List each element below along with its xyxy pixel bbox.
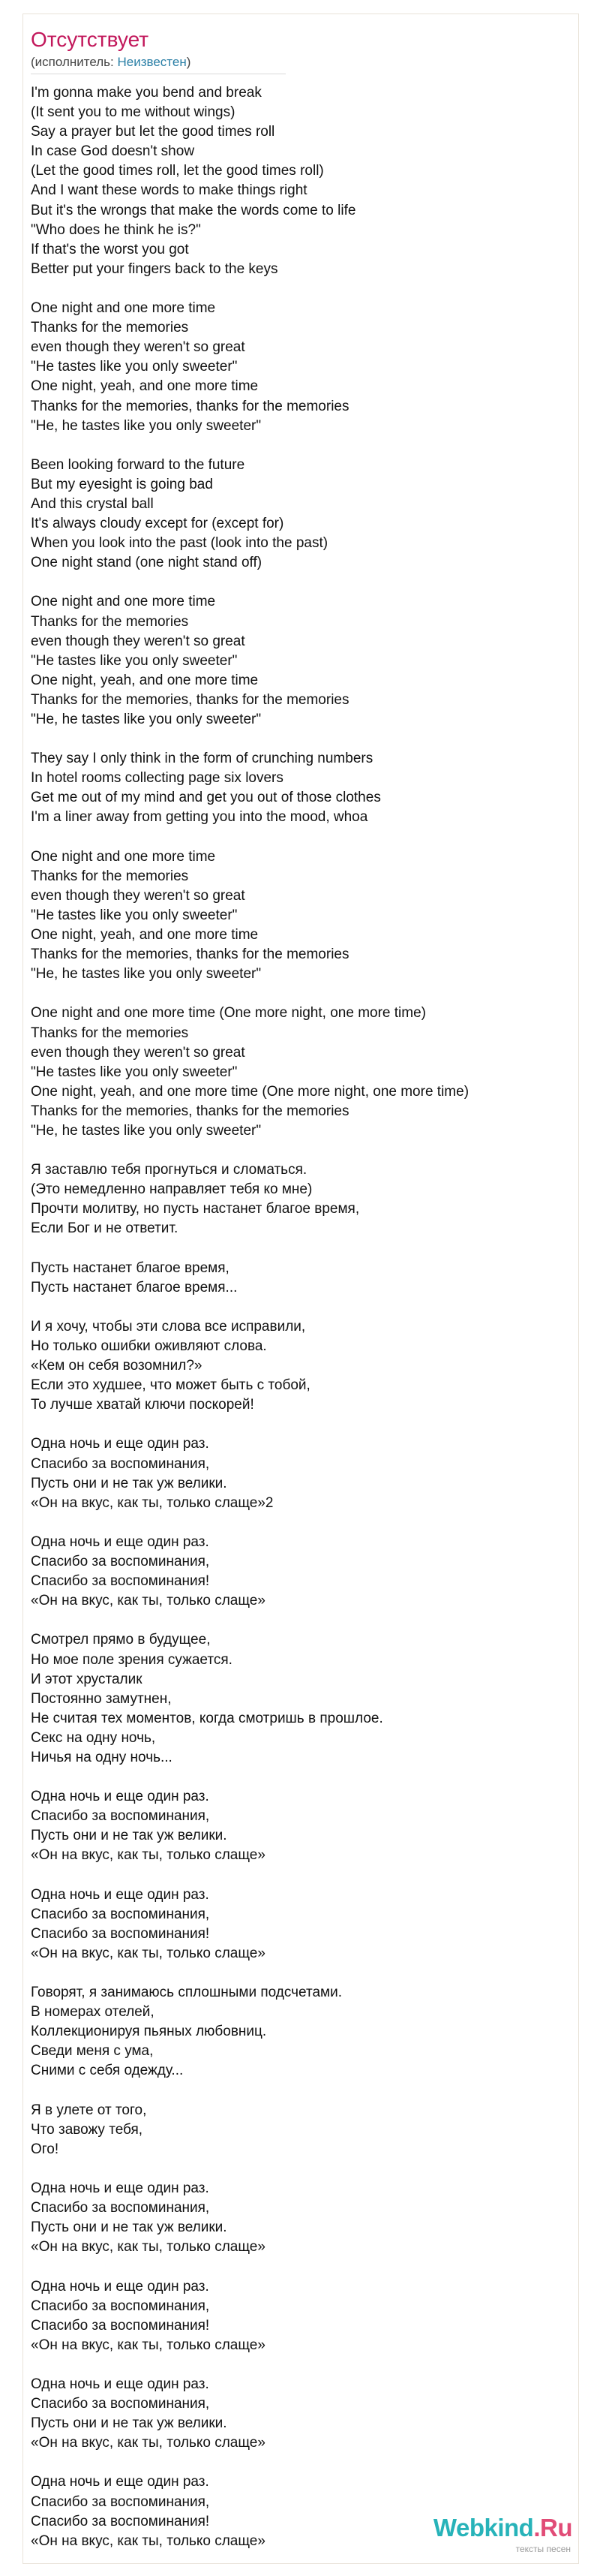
lyrics-stanza xyxy=(31,1004,571,1141)
lyric-line: Одна ночь и еще один раз. xyxy=(31,1436,209,1452)
lyric-line: They say I only think in the form of crunching numbers xyxy=(31,751,374,767)
lyric-line: Thanks for the memories xyxy=(31,320,189,336)
lyric-line: If that's the worst you got xyxy=(31,241,189,257)
artist-suffix: ) xyxy=(186,55,191,69)
lyric-line: But my eyesight is going bad xyxy=(31,476,213,492)
lyric-line: even though they weren't so great xyxy=(31,339,245,356)
lyrics-stanza xyxy=(31,456,571,573)
lyric-line: Спасибо за воспоминания! xyxy=(31,1925,210,1942)
lyrics-stanza xyxy=(31,1885,571,1964)
lyrics-stanza xyxy=(31,592,571,730)
lyrics-stanza xyxy=(31,1787,571,1865)
lyric-line: Say a prayer but let the good times roll xyxy=(31,124,275,140)
artist-line xyxy=(31,55,190,70)
lyric-line: One night, yeah, and one more time xyxy=(31,672,259,688)
lyric-line: Ничья на одну ночь... xyxy=(31,1749,172,1765)
lyric-line: Одна ночь и еще один раз. xyxy=(31,2474,209,2490)
lyrics-stanza xyxy=(31,2375,571,2453)
lyric-line: Я заставлю тебя прогнуться и сломаться. xyxy=(31,1162,308,1178)
lyric-line: Спасибо за воспоминания, xyxy=(31,2200,210,2216)
lyric-line: Пусть они и не так уж велики. xyxy=(31,2219,227,2236)
lyric-line: Смотрел прямо в будущее, xyxy=(31,1632,211,1648)
lyric-line: In hotel rooms collecting page six lovers xyxy=(31,770,284,787)
lyric-line: (It sent you to me without wings) xyxy=(31,104,236,121)
site-logo[interactable] xyxy=(415,2514,595,2566)
lyric-line: I'm gonna make you bend and break xyxy=(31,85,262,101)
lyrics-stanza xyxy=(31,2101,571,2159)
lyric-line: Thanks for the memories xyxy=(31,613,189,630)
lyric-line: Спасибо за воспоминания, xyxy=(31,2396,210,2412)
lyric-line: And I want these words to make things right xyxy=(31,182,308,199)
lyrics-page xyxy=(22,14,579,2564)
lyric-line: Сведи меня с ума, xyxy=(31,2043,154,2060)
lyrics-stanza xyxy=(31,1160,571,1238)
logo-tagline: тексты песен xyxy=(515,2544,571,2554)
lyric-line: And this crystal ball xyxy=(31,495,154,512)
lyrics-stanza xyxy=(31,1630,571,1768)
lyric-line: Одна ночь и еще один раз. xyxy=(31,2180,209,2197)
artist-link[interactable]: Неизвестен xyxy=(117,55,187,69)
lyric-line: Одна ночь и еще один раз. xyxy=(31,2278,209,2295)
lyrics-stanza xyxy=(31,299,571,436)
lyric-line: Get me out of my mind and get you out of those clothes xyxy=(31,790,381,806)
lyrics-stanza xyxy=(31,1533,571,1611)
lyric-line: "He tastes like you only sweeter" xyxy=(31,652,238,669)
lyric-line: even though they weren't so great xyxy=(31,887,245,904)
lyric-line: Better put your fingers back to the keys xyxy=(31,260,278,277)
lyric-line: Thanks for the memories xyxy=(31,868,189,884)
artist-prefix: (исполнитель: xyxy=(31,55,118,69)
lyrics-stanza xyxy=(31,1317,571,1415)
lyric-line: Спасибо за воспоминания, xyxy=(31,1554,210,1570)
logo-brand: Webkind xyxy=(433,2514,534,2541)
lyric-line: Спасибо за воспоминания, xyxy=(31,1906,210,1922)
lyric-line: И я хочу, чтобы эти слова все исправили, xyxy=(31,1318,306,1335)
lyric-line: When you look into the past (look into the past) xyxy=(31,535,328,552)
lyric-line: Спасибо за воспоминания! xyxy=(31,2317,210,2334)
lyric-line: Если Бог и не ответит. xyxy=(31,1220,178,1237)
lyric-line: Thanks for the memories, thanks for the memories xyxy=(31,946,350,963)
lyric-line: "He, he tastes like you only sweeter" xyxy=(31,1122,262,1139)
lyric-line: Одна ночь и еще один раз. xyxy=(31,1533,209,1550)
lyric-line: «Он на вкус, как ты, только слаще» xyxy=(31,1945,266,1961)
lyric-line: Если это худшее, что может быть с тобой, xyxy=(31,1377,310,1394)
lyric-line: Пусть они и не так уж велики. xyxy=(31,1828,227,1844)
lyric-line: Спасибо за воспоминания, xyxy=(31,2298,210,2314)
lyric-line: "He tastes like you only sweeter" xyxy=(31,1064,238,1080)
lyric-line: Что завожу тебя, xyxy=(31,2121,143,2138)
lyric-line: "He, he tastes like you only sweeter" xyxy=(31,712,262,727)
lyric-line: One night, yeah, and one more time xyxy=(31,378,259,395)
lyric-line: «Он на вкус, как ты, только слаще» xyxy=(31,2532,266,2549)
lyric-line: Коллекционируя пьяных любовниц. xyxy=(31,2024,267,2040)
lyrics-stanza xyxy=(31,2277,571,2355)
lyric-line: "He, he tastes like you only sweeter" xyxy=(31,966,262,983)
lyric-line: «Он на вкус, как ты, только слаще» xyxy=(31,2239,266,2256)
lyrics-stanza xyxy=(31,83,571,279)
lyric-line: Thanks for the memories, thanks for the memories xyxy=(31,398,350,414)
lyric-line: "He tastes like you only sweeter" xyxy=(31,907,238,923)
lyrics-stanza xyxy=(31,2179,571,2257)
lyric-line: "He tastes like you only sweeter" xyxy=(31,359,238,375)
lyric-line: «Кем он себя возомнил?» xyxy=(31,1358,202,1374)
lyric-line: Пусть настанет благое время... xyxy=(31,1279,238,1296)
lyric-line: Спасибо за воспоминания, xyxy=(31,1808,210,1825)
lyric-line: То лучше хватай ключи поскорей! xyxy=(31,1397,254,1413)
lyric-line: Не считая тех моментов, когда смотришь в прошлое. xyxy=(31,1710,383,1726)
lyrics-stanza xyxy=(31,1434,571,1512)
lyric-line: Одна ночь и еще один раз. xyxy=(31,1886,209,1903)
lyric-line: Постоянно замутнен, xyxy=(31,1690,172,1707)
lyric-line: (Let the good times roll, let the good times roll) xyxy=(31,163,324,179)
lyric-line: One night and one more time xyxy=(31,848,216,865)
lyric-line: Сними с себя одежду... xyxy=(31,2063,184,2079)
lyrics-body xyxy=(31,83,571,2571)
lyric-line: Одна ночь и еще один раз. xyxy=(31,1789,209,1805)
lyric-line: «Он на вкус, как ты, только слаще»2 xyxy=(31,1494,274,1511)
logo-tld: .Ru xyxy=(533,2514,572,2541)
lyric-line: Спасибо за воспоминания, xyxy=(31,2493,210,2510)
lyric-line: Секс на одну ночь, xyxy=(31,1729,156,1746)
lyric-line: In case God doesn't show xyxy=(31,143,195,160)
lyrics-stanza xyxy=(31,1983,571,2081)
lyric-line: "Who does he think he is?" xyxy=(31,221,201,238)
lyrics-stanza xyxy=(31,1259,571,1298)
lyric-line: But it's the wrongs that make the words come to life xyxy=(31,202,356,218)
lyric-line: Спасибо за воспоминания! xyxy=(31,1573,210,1590)
lyric-line: One night and one more time (One more night, one more time) xyxy=(31,1005,426,1022)
lyric-line: "He, he tastes like you only sweeter" xyxy=(31,417,262,434)
lyric-line: One night, yeah, and one more time xyxy=(31,927,259,943)
lyric-line: One night and one more time xyxy=(31,300,216,317)
lyric-line: Одна ночь и еще один раз. xyxy=(31,2376,209,2392)
lyric-line: «Он на вкус, как ты, только слаще» xyxy=(31,1593,266,1609)
lyric-line: Говорят, я занимаюсь сплошными подсчетами. xyxy=(31,1985,342,2001)
lyrics-stanza xyxy=(31,749,571,827)
lyric-line: Прочти молитву, но пусть настанет благое время, xyxy=(31,1201,360,1217)
lyric-line: even though they weren't so great xyxy=(31,633,245,649)
lyric-line: Но мое поле зрения сужается. xyxy=(31,1651,232,1668)
lyric-line: Пусть они и не так уж велики. xyxy=(31,1475,227,1491)
lyric-line: (Это немедленно направляет тебя ко мне) xyxy=(31,1181,313,1198)
lyric-line: В номерах отелей, xyxy=(31,2004,154,2021)
lyric-line: «Он на вкус, как ты, только слаще» xyxy=(31,2337,266,2353)
lyric-line: «Он на вкус, как ты, только слаще» xyxy=(31,2435,266,2451)
lyric-line: Ого! xyxy=(31,2141,59,2157)
lyric-line: Пусть настанет благое время, xyxy=(31,1259,230,1276)
song-title: Отсутствует xyxy=(31,28,149,51)
lyric-line: Спасибо за воспоминания! xyxy=(31,2513,210,2529)
lyric-line: even though they weren't so great xyxy=(31,1044,245,1061)
lyrics-stanza xyxy=(31,847,571,985)
lyric-line: It's always cloudy except for (except for) xyxy=(31,516,284,532)
lyric-line: I'm a liner away from getting you into the mood, whoa xyxy=(31,809,368,826)
lyric-line: Спасибо за воспоминания, xyxy=(31,1455,210,1472)
lyric-line: One night and one more time xyxy=(31,594,216,610)
lyric-line: One night stand (one night stand off) xyxy=(31,555,262,571)
lyric-line: Thanks for the memories, thanks for the memories xyxy=(31,1103,350,1119)
lyric-line: Но только ошибки оживляют слова. xyxy=(31,1338,267,1354)
lyric-line: Thanks for the memories, thanks for the memories xyxy=(31,691,350,708)
logo-wordmark xyxy=(434,2514,572,2542)
lyric-line: Been looking forward to the future xyxy=(31,456,245,473)
lyric-line: Я в улете от того, xyxy=(31,2102,147,2118)
lyric-line: «Он на вкус, как ты, только слаще» xyxy=(31,1847,266,1864)
lyric-line: One night, yeah, and one more time (One more night, one more time) xyxy=(31,1083,470,1100)
lyric-line: Thanks for the memories xyxy=(31,1025,189,1041)
lyric-line: Пусть они и не так уж велики. xyxy=(31,2415,227,2432)
lyric-line: И этот хрусталик xyxy=(31,1671,142,1687)
